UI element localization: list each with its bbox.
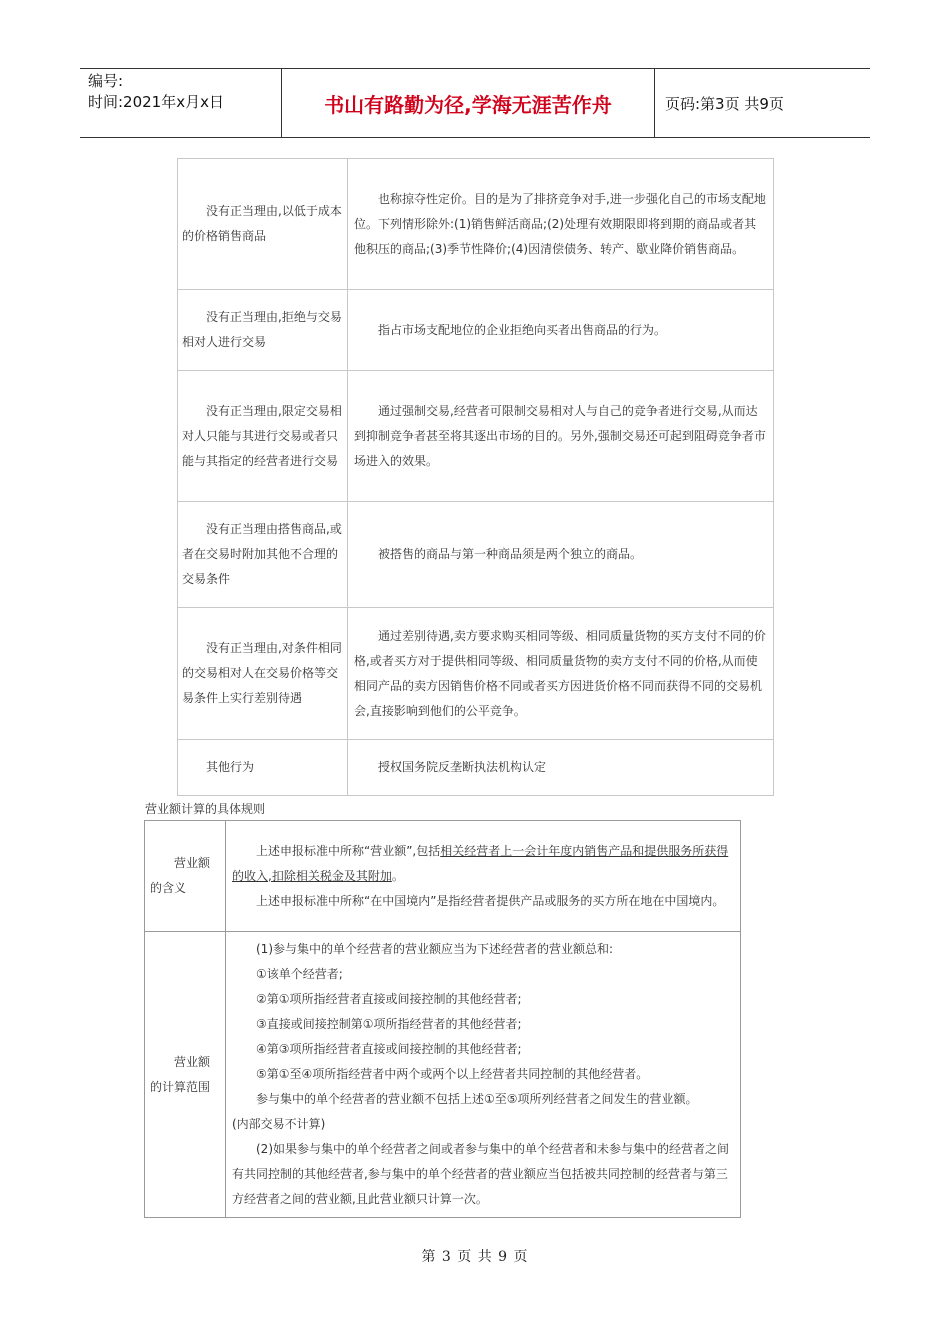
description-cell: 通过差别待遇,卖方要求购买相同等级、相同质量货物的买方支付不同的价格,或者买方对于提供相同等级、相同质量货物的卖方支付不同的价格,从而使相同产品的卖方因销售价格不同或者买方因进货价格不同而获得不同的交易机会,直接影响到他们的公平竞争。 (348, 608, 774, 740)
page-header (80, 68, 870, 138)
behavior-cell: 没有正当理由,拒绝与交易相对人进行交易 (178, 290, 348, 371)
scope-line: ③直接或间接控制第①项所指经营者的其他经营者; (256, 1017, 522, 1031)
page-footer: 第 3 页 共 9 页 (421, 1249, 529, 1265)
time-label: 时间:2021年x月x日 (88, 93, 224, 111)
table-caption: 营业额计算的具体规则 (145, 802, 266, 816)
header-meta (80, 69, 282, 137)
description-cell: 授权国务院反垄断执法机构认定 (348, 740, 774, 796)
scope-note: (内部交易不计算) (232, 1117, 326, 1131)
scope-line: ④第③项所指经营者直接或间接控制的其他经营者; (256, 1042, 522, 1056)
abuse-behavior-table (177, 158, 774, 796)
behavior-cell: 没有正当理由,限定交易相对人只能与其进行交易或者只能与其指定的经营者进行交易 (178, 371, 348, 502)
scope-label-cell: 营业额的计算范围 (145, 932, 226, 1218)
description-cell: 也称掠夺性定价。目的是为了排挤竞争对手,进一步强化自己的市场支配地位。下列情形除外:(1)销售鲜活商品;(2)处理有效期限即将到期的商品或者其他积压的商品;(3)季节性降价;(4)因清偿债务、转产、歇业降价销售商品。 (348, 159, 774, 290)
behavior-cell: 其他行为 (178, 740, 348, 796)
table-row (178, 740, 774, 796)
table-row (145, 821, 741, 932)
scope-line: (1)参与集中的单个经营者的营业额应当为下述经营者的营业额总和: (256, 942, 614, 956)
table-row (178, 371, 774, 502)
scope-paragraph-2: (2)如果参与集中的单个经营者之间或者参与集中的单个经营者和未参与集中的经营者之间有共同控制的其他经营者,参与集中的单个经营者的营业额应当包括被共同控制的经营者与第三方经营者之间的营业额,且此营业额只计算一次。 (232, 1142, 730, 1206)
table-row (178, 290, 774, 371)
meaning-label-cell: 营业额的含义 (145, 821, 226, 932)
table-row (145, 932, 741, 1218)
scope-line: ①该单个经营者; (256, 967, 343, 981)
meaning-paragraph-2: 上述申报标准中所称“在中国境内”是指经营者提供产品或服务的买方所在地在中国境内。 (256, 893, 725, 908)
description-cell: 通过强制交易,经营者可限制交易相对人与自己的竞争者进行交易,从而达到抑制竞争者甚至将其逐出市场的目的。另外,强制交易还可起到阻碍竞争者市场进入的效果。 (348, 371, 774, 502)
description-cell: 指占市场支配地位的企业拒绝向买者出售商品的行为。 (348, 290, 774, 371)
table-row (178, 608, 774, 740)
underlined-definition: 相关经营者上一会计年度内销售产品和提供服务所获得的收入,扣除相关税金及其附加 (232, 843, 729, 883)
header-motto: 书山有路勤为径,学海无涯苦作舟 (282, 69, 655, 137)
scope-content-cell (226, 932, 741, 1218)
turnover-rules-table (144, 820, 741, 1218)
behavior-cell: 没有正当理由搭售商品,或者在交易时附加其他不合理的交易条件 (178, 502, 348, 608)
header-page-info: 页码:第3页 共9页 (665, 94, 784, 113)
table-row (178, 159, 774, 290)
description-cell: 被搭售的商品与第一种商品须是两个独立的商品。 (348, 502, 774, 608)
behavior-cell: 没有正当理由,对条件相同的交易相对人在交易价格等交易条件上实行差别待遇 (178, 608, 348, 740)
scope-line: ②第①项所指经营者直接或间接控制的其他经营者; (256, 992, 522, 1006)
scope-line: ⑤第①至④项所指经营者中两个或两个以上经营者共同控制的其他经营者。 (256, 1067, 649, 1081)
meaning-paragraph-1: 上述申报标准中所称“营业额”,包括相关经营者上一会计年度内销售产品和提供服务所获得的收入,扣除相关税金及其附加。 (232, 843, 729, 883)
table-row (178, 502, 774, 608)
number-label: 编号: (88, 72, 124, 90)
scope-line: 参与集中的单个经营者的营业额不包括上述①至⑤项所列经营者之间发生的营业额。 (256, 1092, 698, 1106)
behavior-cell: 没有正当理由,以低于成本的价格销售商品 (178, 159, 348, 290)
meaning-content-cell (226, 821, 741, 932)
